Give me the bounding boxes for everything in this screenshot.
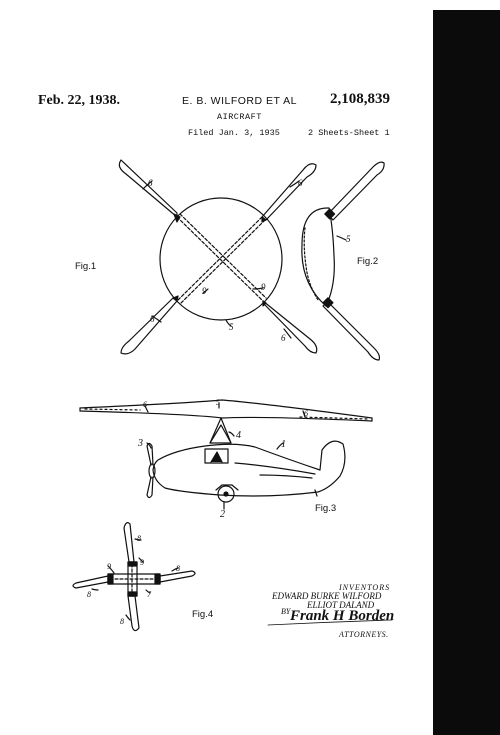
fig3-label-1: 1 [281,439,286,450]
fig1-label-6a: 6 [148,178,153,188]
fig4-label-7: 7 [147,590,151,599]
fig3-propeller-lower [147,477,153,498]
patent-number: 2,108,839 [330,91,390,107]
fig2-blade-lower [323,302,379,360]
fig1-drawing [119,160,316,354]
fig1-label-9b: 9 [261,282,266,292]
fig4-blade-top [124,523,134,562]
fig1-blade-lower-right [263,301,317,353]
fig3-caption: Fig.3 [315,503,337,514]
fig3-label-5: 5 [216,398,220,407]
inventor-1-name: EDWARD BURKE WILFORD [272,591,382,601]
fig1-blade-lower-left [121,298,177,354]
fig1-label-5: 5 [229,322,234,332]
fig4-label-9b: 9 [107,562,111,571]
fig4-label-8b: 8 [176,564,180,573]
inventors-label: INVENTORS [339,583,391,592]
filed-date: Filed Jan. 3, 1935 [188,128,280,138]
fig3-label-6a: 6 [143,400,147,409]
fig4-drawing [73,523,195,631]
inventor-header: E. B. WILFORD ET AL [182,95,297,107]
fig4-label-8a: 8 [137,534,141,543]
fig4-label-9a: 9 [140,558,144,567]
attorney-signature: Frank H Borden [290,608,395,624]
patent-title: AIRCRAFT [217,112,262,122]
fig3-rotor-blade-top [80,400,372,418]
fig3-label-3: 3 [138,438,143,449]
fig1-blade-upper-right [262,164,316,220]
by-label: BY [281,607,291,616]
fig3-fuselage [153,441,345,496]
fig4-caption: Fig.4 [192,609,214,620]
fig1-label-6c: 6 [150,314,155,324]
fig2-caption: Fig.2 [357,256,379,267]
fig1-label-6d: 6 [281,333,286,343]
fig3-pylon [210,418,231,443]
fig1-caption: Fig.1 [75,261,97,272]
fig3-label-4: 4 [236,430,241,441]
fig3-label-6b: 6 [304,409,308,418]
fig3-label-2: 2 [220,509,225,520]
fig1-blade-upper-left [119,160,177,217]
fig1-label-9a: 9 [202,286,207,296]
fig4-label-8d: 8 [120,617,124,626]
fig2-blade-upper [328,162,384,220]
patent-date: Feb. 22, 1938. [38,93,121,108]
fig4-label-8c: 8 [87,590,91,599]
inventor-2-name: ELLIOT DALAND [307,600,375,610]
sheet-count: 2 Sheets-Sheet 1 [308,128,390,138]
fig4-blade-bottom [128,596,139,631]
attorneys-label: ATTORNEYS. [339,630,389,639]
fig4-blade-left [73,576,108,588]
fig3-drawing [80,400,372,509]
fig3-spinner [149,464,155,478]
fig2-section [302,208,334,306]
fig1-label-6b: 6 [298,178,303,188]
fig2-label-5: 5 [346,234,351,244]
